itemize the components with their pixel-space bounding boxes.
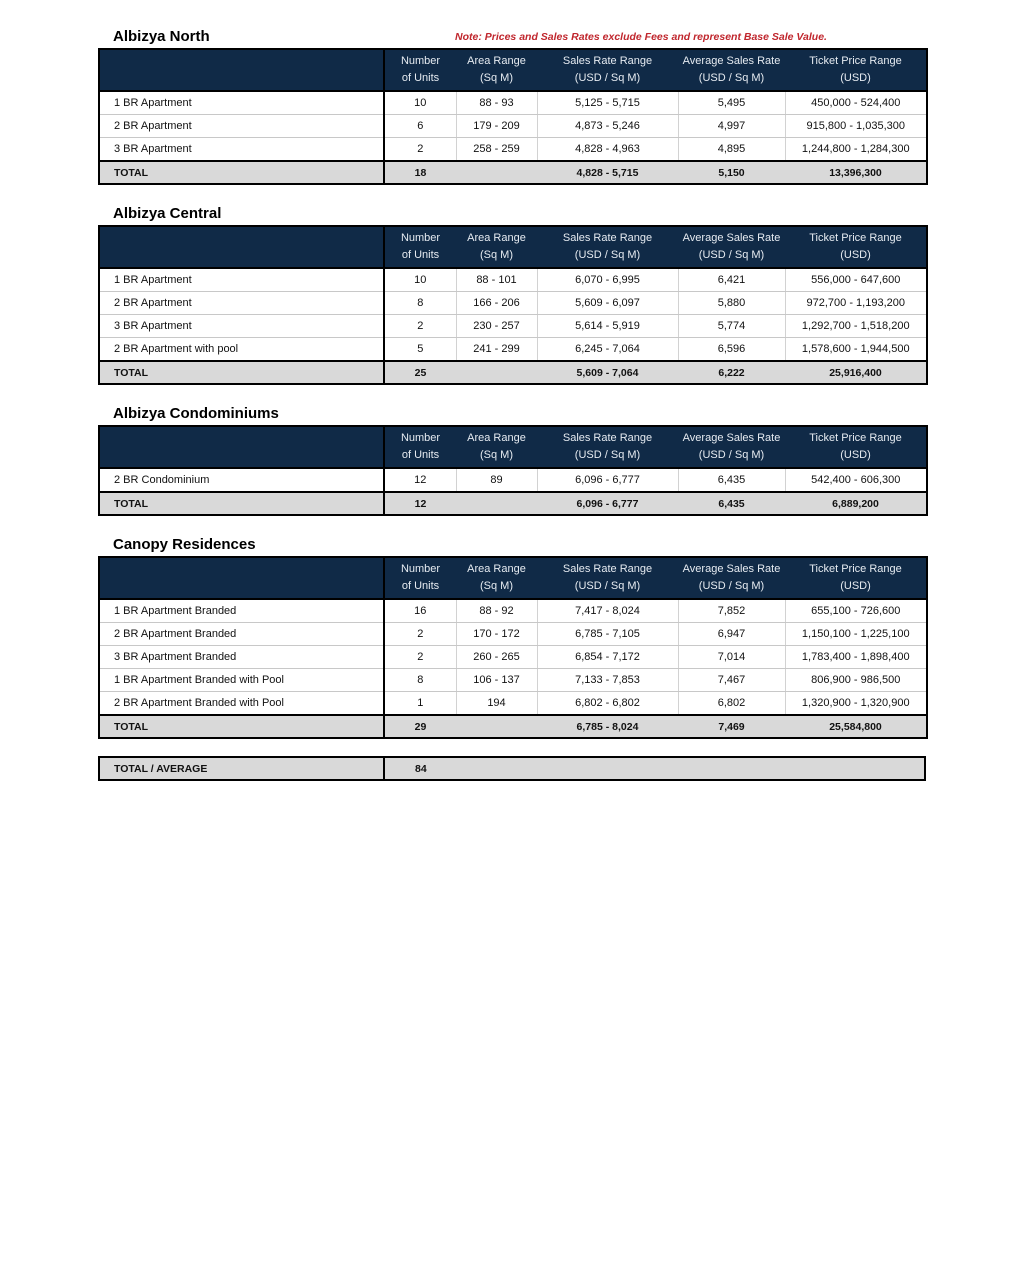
table-row (99, 315, 927, 338)
header-avg (678, 49, 785, 91)
total-label: TOTAL (99, 161, 384, 184)
value-cell: 2 (384, 138, 456, 162)
header-area (456, 49, 537, 91)
header-avg-line: (USD / Sq M) (698, 72, 765, 84)
header-area-line: Area Range (467, 563, 526, 575)
value-cell: 230 - 257 (456, 315, 537, 338)
total-value: 7,469 (678, 715, 785, 738)
table-row (99, 115, 927, 138)
table-row (99, 91, 927, 115)
section-2 (98, 405, 926, 516)
pricing-note: Note: Prices and Sales Rates exclude Fees and represent Base Sale Value. (455, 31, 827, 43)
header-area-line: Area Range (467, 232, 526, 244)
header-units-line: Number (400, 55, 441, 67)
header-rate-line: (USD / Sq M) (574, 580, 641, 592)
header-price-line: (USD) (840, 449, 871, 461)
header-units (384, 226, 456, 268)
header-units (384, 557, 456, 599)
table-row (99, 646, 927, 669)
value-cell: 88 - 92 (456, 599, 537, 623)
table-row (99, 623, 927, 646)
value-cell: 556,000 - 647,600 (785, 268, 927, 292)
section-3 (98, 536, 926, 739)
value-cell: 1,783,400 - 1,898,400 (785, 646, 927, 669)
header-rate-line: Sales Rate Range (562, 432, 653, 444)
value-cell: 972,700 - 1,193,200 (785, 292, 927, 315)
header-avg (678, 226, 785, 268)
unit-type-cell: 1 BR Apartment Branded with Pool (99, 669, 384, 692)
section-title: Albizya North (113, 28, 210, 45)
value-cell: 542,400 - 606,300 (785, 468, 927, 492)
value-cell: 4,895 (678, 138, 785, 162)
value-cell: 170 - 172 (456, 623, 537, 646)
header-rate-line: (USD / Sq M) (574, 72, 641, 84)
header-rate (537, 226, 678, 268)
total-value: 5,609 - 7,064 (537, 361, 678, 384)
value-cell: 8 (384, 292, 456, 315)
total-value: 6,785 - 8,024 (537, 715, 678, 738)
total-value: 13,396,300 (785, 161, 927, 184)
header-avg-line: Average Sales Rate (682, 232, 781, 244)
value-cell: 4,873 - 5,246 (537, 115, 678, 138)
unit-type-cell: 2 BR Apartment (99, 292, 384, 315)
header-price-line: (USD) (840, 249, 871, 261)
header-price (785, 557, 927, 599)
value-cell: 6,596 (678, 338, 785, 362)
header-price-line: Ticket Price Range (809, 232, 902, 244)
total-value (456, 715, 537, 738)
value-cell: 6,947 (678, 623, 785, 646)
header-area-line: (Sq M) (480, 580, 513, 592)
total-value: 5,150 (678, 161, 785, 184)
unit-type-cell: 2 BR Apartment Branded with Pool (99, 692, 384, 716)
value-cell: 166 - 206 (456, 292, 537, 315)
total-value: 25 (384, 361, 456, 384)
value-cell: 5,880 (678, 292, 785, 315)
table-row (99, 468, 927, 492)
value-cell: 2 (384, 315, 456, 338)
header-rate (537, 557, 678, 599)
value-cell: 1,244,800 - 1,284,300 (785, 138, 927, 162)
unit-type-cell: 1 BR Apartment (99, 91, 384, 115)
header-price (785, 226, 927, 268)
value-cell: 6 (384, 115, 456, 138)
value-cell: 6,096 - 6,777 (537, 468, 678, 492)
section-1 (98, 205, 926, 385)
header-price (785, 426, 927, 468)
value-cell: 241 - 299 (456, 338, 537, 362)
header-price-line: Ticket Price Range (809, 563, 902, 575)
table-row (99, 138, 927, 162)
header-blank (99, 426, 384, 468)
table-header-row (99, 426, 927, 468)
header-blank (99, 557, 384, 599)
unit-type-cell: 3 BR Apartment (99, 138, 384, 162)
header-price-line: Ticket Price Range (809, 432, 902, 444)
unit-type-cell: 2 BR Condominium (99, 468, 384, 492)
header-units-line: of Units (401, 580, 440, 592)
header-units-line: of Units (401, 249, 440, 261)
section-0 (98, 28, 926, 185)
value-cell: 12 (384, 468, 456, 492)
total-row (99, 492, 927, 515)
header-rate (537, 426, 678, 468)
value-cell: 6,435 (678, 468, 785, 492)
total-row (99, 715, 927, 738)
total-row (99, 161, 927, 184)
pricing-table (98, 225, 928, 385)
section-title: Albizya Central (113, 205, 222, 222)
value-cell: 6,802 - 6,802 (537, 692, 678, 716)
value-cell: 7,014 (678, 646, 785, 669)
section-title: Canopy Residences (113, 536, 256, 553)
value-cell: 7,852 (678, 599, 785, 623)
value-cell: 89 (456, 468, 537, 492)
header-area-line: (Sq M) (480, 249, 513, 261)
grand-total-table (98, 756, 926, 781)
value-cell: 6,802 (678, 692, 785, 716)
table-header-row (99, 49, 927, 91)
header-avg (678, 426, 785, 468)
value-cell: 5,614 - 5,919 (537, 315, 678, 338)
value-cell: 260 - 265 (456, 646, 537, 669)
value-cell: 2 (384, 623, 456, 646)
value-cell: 258 - 259 (456, 138, 537, 162)
value-cell: 915,800 - 1,035,300 (785, 115, 927, 138)
header-rate-line: (USD / Sq M) (574, 449, 641, 461)
value-cell: 4,997 (678, 115, 785, 138)
value-cell: 806,900 - 986,500 (785, 669, 927, 692)
value-cell: 7,467 (678, 669, 785, 692)
value-cell: 88 - 101 (456, 268, 537, 292)
value-cell: 1,320,900 - 1,320,900 (785, 692, 927, 716)
total-label: TOTAL (99, 715, 384, 738)
header-avg-line: (USD / Sq M) (698, 449, 765, 461)
total-value: 25,584,800 (785, 715, 927, 738)
header-avg-line: Average Sales Rate (682, 563, 781, 575)
value-cell: 6,421 (678, 268, 785, 292)
total-value: 6,435 (678, 492, 785, 515)
pricing-table (98, 48, 928, 185)
header-area (456, 557, 537, 599)
header-rate-line: (USD / Sq M) (574, 249, 641, 261)
value-cell: 1,292,700 - 1,518,200 (785, 315, 927, 338)
total-value (456, 492, 537, 515)
value-cell: 106 - 137 (456, 669, 537, 692)
unit-type-cell: 2 BR Apartment Branded (99, 623, 384, 646)
value-cell: 6,785 - 7,105 (537, 623, 678, 646)
total-label: TOTAL (99, 492, 384, 515)
header-avg (678, 557, 785, 599)
header-rate-line: Sales Rate Range (562, 55, 653, 67)
pricing-table (98, 556, 928, 739)
total-value: 18 (384, 161, 456, 184)
total-value: 29 (384, 715, 456, 738)
value-cell: 6,854 - 7,172 (537, 646, 678, 669)
header-rate (537, 49, 678, 91)
total-value: 4,828 - 5,715 (537, 161, 678, 184)
value-cell: 88 - 93 (456, 91, 537, 115)
header-avg-line: (USD / Sq M) (698, 580, 765, 592)
total-value (456, 361, 537, 384)
header-avg-line: Average Sales Rate (682, 55, 781, 67)
value-cell: 16 (384, 599, 456, 623)
value-cell: 655,100 - 726,600 (785, 599, 927, 623)
value-cell: 6,245 - 7,064 (537, 338, 678, 362)
total-value: 25,916,400 (785, 361, 927, 384)
header-avg-line: Average Sales Rate (682, 432, 781, 444)
header-area (456, 426, 537, 468)
value-cell: 5,609 - 6,097 (537, 292, 678, 315)
value-cell: 5 (384, 338, 456, 362)
total-value: 6,889,200 (785, 492, 927, 515)
header-units-line: of Units (401, 449, 440, 461)
header-units (384, 49, 456, 91)
value-cell: 6,070 - 6,995 (537, 268, 678, 292)
table-row (99, 268, 927, 292)
header-blank (99, 49, 384, 91)
header-price (785, 49, 927, 91)
header-rate-line: Sales Rate Range (562, 232, 653, 244)
value-cell: 1,578,600 - 1,944,500 (785, 338, 927, 362)
grand-total-row (99, 757, 925, 780)
value-cell: 10 (384, 91, 456, 115)
header-price-line: (USD) (840, 72, 871, 84)
value-cell: 2 (384, 646, 456, 669)
table-header-row (99, 557, 927, 599)
header-rate-line: Sales Rate Range (562, 563, 653, 575)
unit-type-cell: 2 BR Apartment (99, 115, 384, 138)
header-area-line: Area Range (467, 432, 526, 444)
value-cell: 7,417 - 8,024 (537, 599, 678, 623)
table-row (99, 599, 927, 623)
total-value: 6,096 - 6,777 (537, 492, 678, 515)
header-units-line: Number (400, 432, 441, 444)
grand-total-units: 84 (384, 757, 925, 780)
value-cell: 194 (456, 692, 537, 716)
header-price-line: Ticket Price Range (809, 55, 902, 67)
value-cell: 5,125 - 5,715 (537, 91, 678, 115)
unit-type-cell: 3 BR Apartment (99, 315, 384, 338)
unit-type-cell: 3 BR Apartment Branded (99, 646, 384, 669)
total-value: 12 (384, 492, 456, 515)
table-row (99, 338, 927, 362)
total-value (456, 161, 537, 184)
total-value: 6,222 (678, 361, 785, 384)
unit-type-cell: 2 BR Apartment with pool (99, 338, 384, 362)
header-area (456, 226, 537, 268)
header-area-line: (Sq M) (480, 449, 513, 461)
header-units (384, 426, 456, 468)
header-area-line: Area Range (467, 55, 526, 67)
section-title: Albizya Condominiums (113, 405, 279, 422)
table-row (99, 292, 927, 315)
total-label: TOTAL (99, 361, 384, 384)
value-cell: 179 - 209 (456, 115, 537, 138)
table-header-row (99, 226, 927, 268)
value-cell: 450,000 - 524,400 (785, 91, 927, 115)
grand-total-label: TOTAL / AVERAGE (99, 757, 384, 780)
table-row (99, 692, 927, 716)
header-area-line: (Sq M) (480, 72, 513, 84)
table-row (99, 669, 927, 692)
value-cell: 7,133 - 7,853 (537, 669, 678, 692)
header-blank (99, 226, 384, 268)
value-cell: 4,828 - 4,963 (537, 138, 678, 162)
unit-type-cell: 1 BR Apartment Branded (99, 599, 384, 623)
value-cell: 1 (384, 692, 456, 716)
pricing-table (98, 425, 928, 516)
header-avg-line: (USD / Sq M) (698, 249, 765, 261)
header-price-line: (USD) (840, 580, 871, 592)
header-units-line: of Units (401, 72, 440, 84)
header-units-line: Number (400, 232, 441, 244)
value-cell: 8 (384, 669, 456, 692)
value-cell: 1,150,100 - 1,225,100 (785, 623, 927, 646)
total-row (99, 361, 927, 384)
unit-type-cell: 1 BR Apartment (99, 268, 384, 292)
header-units-line: Number (400, 563, 441, 575)
value-cell: 5,495 (678, 91, 785, 115)
value-cell: 5,774 (678, 315, 785, 338)
value-cell: 10 (384, 268, 456, 292)
